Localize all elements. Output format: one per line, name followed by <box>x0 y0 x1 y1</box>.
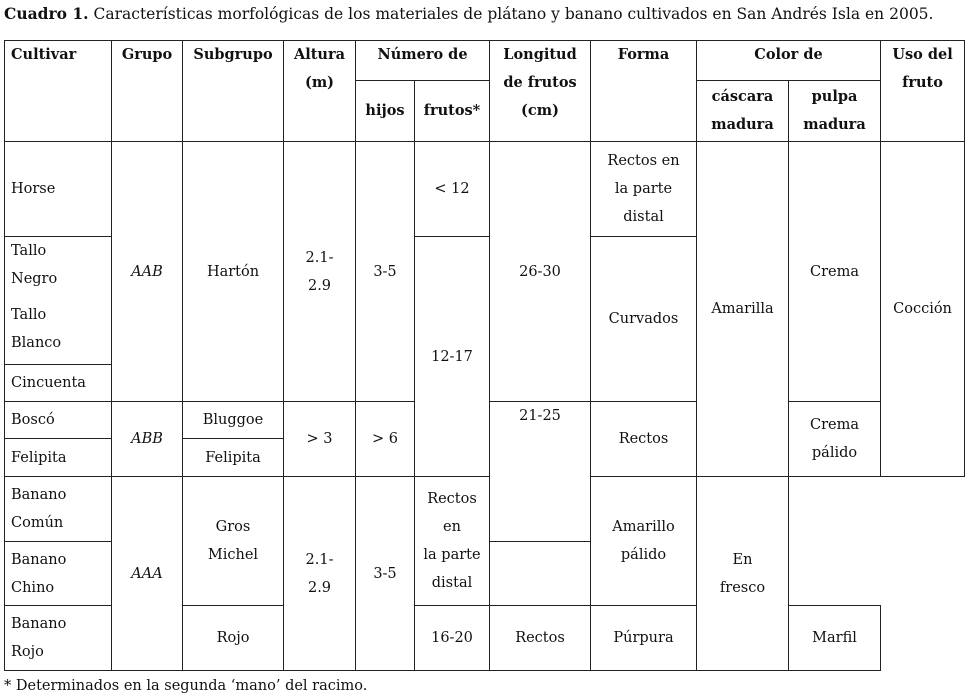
header-uso: Uso del fruto <box>881 41 965 142</box>
frutos-cell: < 12 <box>415 142 490 237</box>
cultivar-cell: Tallo Blanco <box>5 295 112 365</box>
subgrupo-cell: Bluggoe <box>183 402 284 439</box>
subgrupo-cell: Rojo <box>183 606 284 671</box>
header-longitud: Longitud de frutos (cm) <box>490 41 591 142</box>
cultivar-cell: Banano Común <box>5 477 112 542</box>
header-cascara: cáscara madura <box>697 81 789 142</box>
subgrupo-cell: Felipita <box>183 439 284 477</box>
uso-cell: Cocción <box>881 142 965 477</box>
pulpa-cell: Crema pálido <box>789 402 881 477</box>
grupo-cell: ABB <box>112 402 183 477</box>
grupo-cell: AAB <box>112 142 183 402</box>
cultivar-cell: Boscó <box>5 402 112 439</box>
hijos-cell: 3-5 <box>356 142 415 402</box>
header-subgrupo: Subgrupo <box>183 41 284 142</box>
header-forma: Forma <box>591 41 697 142</box>
table-row <box>5 477 965 542</box>
grupo-cell: AAA <box>112 477 183 671</box>
header-frutos: frutos* <box>415 81 490 142</box>
longitud-cell: 16-20 <box>415 606 490 671</box>
altura-cell: 2.1- 2.9 <box>284 477 356 671</box>
cultivar-cell: Banano Rojo <box>5 606 112 671</box>
altura-cell: > 3 <box>284 402 356 477</box>
morphology-table <box>4 40 965 671</box>
uso-cell: En fresco <box>697 477 789 671</box>
forma-cell: Rectos en la parte distal <box>591 142 697 237</box>
cascara-cell: Amarilla <box>697 142 789 477</box>
header-altura: Altura (m) <box>284 41 356 142</box>
header-color-de: Color de <box>697 41 881 81</box>
header-grupo: Grupo <box>112 41 183 142</box>
forma-cell: Curvados <box>591 237 697 402</box>
longitud-cell: 21-25 <box>490 402 591 542</box>
table-row <box>5 142 965 237</box>
header-numero-de: Número de <box>356 41 490 81</box>
subgrupo-cell: Gros Michel <box>183 477 284 606</box>
frutos-cell: 12-17 <box>415 237 490 477</box>
caption-label: Cuadro 1. <box>4 4 89 23</box>
forma-cell: Rectos <box>591 402 697 477</box>
table-caption <box>4 4 933 23</box>
forma-cell: Rectos en la parte distal <box>415 477 490 606</box>
pulpa-cell: Marfil <box>789 606 881 671</box>
cascara-cell: Púrpura <box>591 606 697 671</box>
altura-cell: 2.1- 2.9 <box>284 142 356 402</box>
header-hijos: hijos <box>356 81 415 142</box>
hijos-cell: > 6 <box>356 402 415 477</box>
hijos-cell: 3-5 <box>356 477 415 671</box>
caption-text: Características morfológicas de los materiales de plátano y banano cultivados en San Andrés Isla en 2005. <box>93 5 934 23</box>
header-cultivar: Cultivar <box>5 41 112 142</box>
cultivar-cell: Felipita <box>5 439 112 477</box>
subgrupo-cell: Hartón <box>183 142 284 402</box>
header-pulpa: pulpa madura <box>789 81 881 142</box>
table-footnote: * Determinados en la segunda ‘mano’ del racimo. <box>4 678 368 694</box>
pulpa-cell: Amarillo pálido <box>591 477 697 606</box>
longitud-cell: 26-30 <box>490 142 591 402</box>
forma-cell: Rectos <box>490 606 591 671</box>
cultivar-cell: Banano Chino <box>5 542 112 606</box>
header-row-1 <box>5 41 965 81</box>
cultivar-cell: Horse <box>5 142 112 237</box>
cultivar-cell: Tallo Negro <box>5 237 112 295</box>
cultivar-cell: Cincuenta <box>5 365 112 402</box>
pulpa-cell: Crema <box>789 142 881 402</box>
